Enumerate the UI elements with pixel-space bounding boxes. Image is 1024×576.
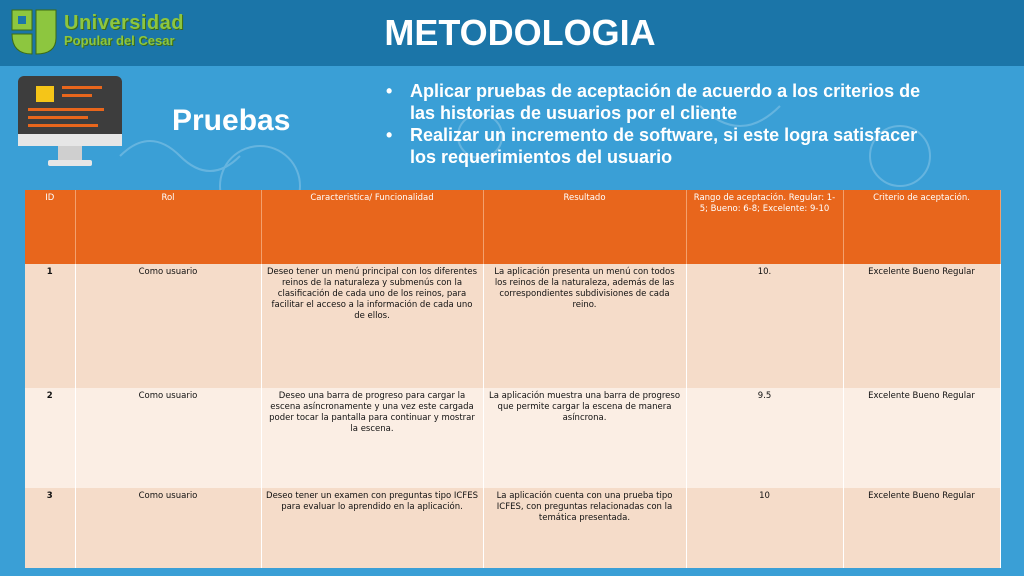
bullet-text: Realizar un incremento de software, si este logra satisfacer los requerimientos del usuario	[410, 125, 918, 167]
header-rol: Rol	[75, 190, 261, 264]
bullet-item: • Realizar un incremento de software, si este logra satisfacer los requerimientos del usuario	[386, 125, 918, 167]
cell-id: 2	[25, 388, 75, 488]
cell-resultado: La aplicación cuenta con una prueba tipo ICFES, con preguntas relacionadas con la temática presentada.	[483, 488, 686, 568]
header-criterio: Criterio de aceptación.	[843, 190, 1000, 264]
cell-rango: 9.5	[686, 388, 843, 488]
cell-criterio: Excelente Bueno Regular	[843, 488, 1000, 568]
acceptance-table	[25, 190, 1000, 574]
logo-line-1: Universidad	[64, 12, 184, 34]
logo-line-2: Popular del Cesar	[64, 33, 175, 48]
bullet-text: Aplicar pruebas de aceptación de acuerdo a los criterios de las historias de usuarios por el cliente	[410, 81, 921, 123]
cell-rol: Como usuario	[75, 388, 261, 488]
table-row	[25, 388, 1000, 488]
cell-criterio: Excelente Bueno Regular	[843, 264, 1000, 388]
university-logo	[0, 0, 184, 66]
cell-resultado: La aplicación presenta un menú con todos los reinos de la naturaleza, además de las correspondientes subdivisiones de cada reino.	[483, 264, 686, 388]
cell-rango: 10	[686, 488, 843, 568]
header-resultado: Resultado	[483, 190, 686, 264]
bullet-list	[384, 80, 944, 168]
table-header-row	[25, 190, 1000, 264]
cell-rol: Como usuario	[75, 488, 261, 568]
cell-caracteristica: Deseo tener un menú principal con los diferentes reinos de la naturaleza y submenús con la clasificación de cada uno de los reinos, para facilitar el acceso a la información de cada uno de ellos.	[261, 264, 483, 388]
cell-caracteristica: Deseo tener un examen con preguntas tipo ICFES para evaluar lo aprendido en la aplicación.	[261, 488, 483, 568]
cell-caracteristica: Deseo una barra de progreso para cargar la escena asíncronamente y una vez este cargada poder tocar la pantalla para continuar y mostrar la escena.	[261, 388, 483, 488]
header-caracteristica: Caracteristica/ Funcionalidad	[261, 190, 483, 264]
table-row	[25, 488, 1000, 568]
monitor-icon	[18, 76, 128, 176]
cell-criterio: Excelente Bueno Regular	[843, 388, 1000, 488]
cell-resultado: La aplicación muestra una barra de progreso que permite cargar la escena de manera asíncrona.	[483, 388, 686, 488]
table-row	[25, 264, 1000, 388]
header-rango: Rango de aceptación. Regular: 1-5; Bueno: 6-8; Excelente: 9-10	[686, 190, 843, 264]
section-label: Pruebas	[172, 104, 291, 137]
cell-rango: 10.	[686, 264, 843, 388]
slide-title: METODOLOGIA	[384, 12, 656, 53]
header-id: ID	[25, 190, 75, 264]
logo-emblem-icon	[8, 6, 60, 58]
cell-rol: Como usuario	[75, 264, 261, 388]
bullet-item: • Aplicar pruebas de aceptación de acuerdo a los criterios de las historias de usuarios por el cliente	[386, 81, 921, 123]
cell-id: 3	[25, 488, 75, 568]
cell-id: 1	[25, 264, 75, 388]
